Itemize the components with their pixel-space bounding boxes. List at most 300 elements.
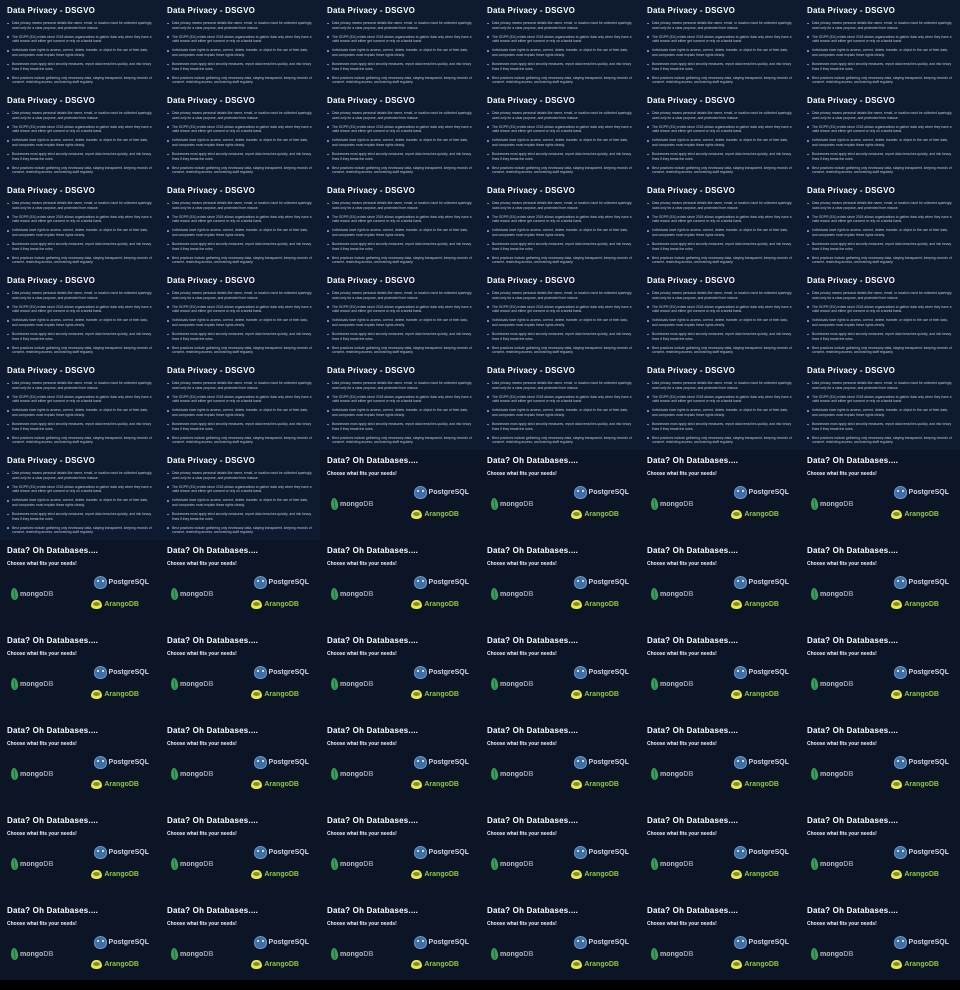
arangodb-logo[interactable] bbox=[731, 780, 779, 789]
bullet-item: Best practices include gathering only necessary data, staying transparent, keeping records of consent, restricting access, and training staff regularly. bbox=[7, 346, 153, 355]
postgresql-logo[interactable] bbox=[574, 756, 629, 769]
slide-card-databases[interactable] bbox=[640, 900, 800, 990]
postgresql-label: PostgreSQL bbox=[108, 759, 149, 766]
bullet-list bbox=[167, 471, 313, 535]
mongodb-logo[interactable] bbox=[651, 768, 693, 780]
mongodb-logo[interactable] bbox=[171, 768, 213, 780]
slide-card-databases[interactable] bbox=[160, 810, 320, 900]
arangodb-logo[interactable] bbox=[411, 870, 459, 879]
arangodb-logo[interactable] bbox=[251, 960, 299, 969]
slide-card-privacy[interactable] bbox=[160, 270, 320, 360]
leaf-icon bbox=[490, 498, 498, 511]
postgresql-logo[interactable] bbox=[94, 936, 149, 949]
bullet-item: Businesses must apply strict security measures, report data breaches quickly, and risk heavy fines if they break the rules. bbox=[807, 242, 953, 251]
postgresql-logo[interactable] bbox=[894, 756, 949, 769]
bullet-item: Businesses must apply strict security measures, report data breaches quickly, and risk heavy fines if they break the rules. bbox=[7, 152, 153, 161]
arangodb-logo[interactable] bbox=[891, 690, 939, 699]
mongodb-logo[interactable] bbox=[811, 678, 853, 690]
arangodb-logo[interactable] bbox=[571, 690, 619, 699]
slide-card-privacy[interactable] bbox=[640, 0, 800, 90]
postgresql-label: PostgreSQL bbox=[588, 669, 629, 676]
arangodb-logo[interactable] bbox=[411, 510, 459, 519]
postgresql-logo[interactable] bbox=[414, 756, 469, 769]
slide-title: Data Privacy - DSGVO bbox=[7, 186, 96, 195]
bullet-item: Businesses must apply strict security measures, report data breaches quickly, and risk heavy fines if they break the rules. bbox=[7, 242, 153, 251]
slide-card-databases[interactable] bbox=[160, 900, 320, 990]
slide-title: Data Privacy - DSGVO bbox=[167, 456, 256, 465]
arangodb-mark-icon bbox=[571, 780, 582, 789]
logo-group bbox=[327, 662, 473, 720]
elephant-icon bbox=[894, 846, 907, 859]
arangodb-label: ArangoDB bbox=[104, 781, 139, 788]
slide-subtitle: Choose what fits your needs! bbox=[7, 921, 77, 927]
mongodb-label-primary: mongo bbox=[660, 770, 684, 778]
arangodb-label: ArangoDB bbox=[744, 781, 779, 788]
bullet-item: Individuals have rights to access, correct, delete, transfer, or object to the use of their data, and companies must explain these rights clearly. bbox=[487, 318, 633, 327]
mongodb-logo[interactable] bbox=[491, 498, 533, 510]
slide-card-databases[interactable] bbox=[320, 540, 480, 630]
bullet-item: Data privacy means personal details like name, email, or location must be collected sparingly, used only for a clear purpose, and protected from misuse. bbox=[487, 201, 633, 210]
postgresql-logo[interactable] bbox=[414, 486, 469, 499]
arangodb-logo[interactable] bbox=[891, 510, 939, 519]
slide-card-privacy[interactable] bbox=[800, 360, 960, 450]
mongodb-logo[interactable] bbox=[11, 858, 53, 870]
postgresql-logo[interactable] bbox=[574, 666, 629, 679]
postgresql-logo[interactable] bbox=[574, 486, 629, 499]
arangodb-logo[interactable] bbox=[91, 600, 139, 609]
postgresql-logo[interactable] bbox=[734, 666, 789, 679]
slide-card-databases[interactable] bbox=[800, 630, 960, 720]
arangodb-mark-icon bbox=[91, 780, 102, 789]
arangodb-label: ArangoDB bbox=[744, 871, 779, 878]
slide-card-databases[interactable] bbox=[640, 720, 800, 810]
bullet-item: Individuals have rights to access, correct, delete, transfer, or object to the use of their data, and companies must explain these rights clearly. bbox=[647, 48, 793, 57]
postgresql-label: PostgreSQL bbox=[588, 849, 629, 856]
postgresql-logo[interactable] bbox=[414, 666, 469, 679]
bullet-item: Best practices include gathering only necessary data, staying transparent, keeping records of consent, restricting access, and training staff regularly. bbox=[7, 436, 153, 445]
arangodb-logo[interactable] bbox=[91, 870, 139, 879]
logo-group bbox=[327, 752, 473, 810]
arangodb-label: ArangoDB bbox=[584, 871, 619, 878]
arangodb-logo[interactable] bbox=[251, 600, 299, 609]
slide-card-databases[interactable] bbox=[160, 630, 320, 720]
bullet-item: Individuals have rights to access, correct, delete, transfer, or object to the use of their data, and companies must explain these rights clearly. bbox=[7, 498, 153, 507]
mongodb-label bbox=[660, 591, 693, 598]
mongodb-logo[interactable] bbox=[331, 498, 373, 510]
bullet-item: The GDPR (EU) exists since 2018 allows organizations to gather data only when they have a valid reason and either get consent or rely on a lawful basis. bbox=[807, 125, 953, 134]
arangodb-logo[interactable] bbox=[91, 690, 139, 699]
slide-card-privacy[interactable] bbox=[800, 270, 960, 360]
slide-card-databases[interactable] bbox=[320, 810, 480, 900]
postgresql-logo[interactable] bbox=[894, 666, 949, 679]
bullet-item: Individuals have rights to access, correct, delete, transfer, or object to the use of their data, and companies must explain these rights clearly. bbox=[327, 138, 473, 147]
mongodb-logo[interactable] bbox=[811, 948, 853, 960]
bullet-item: Individuals have rights to access, correct, delete, transfer, or object to the use of their data, and companies must explain these rights clearly. bbox=[807, 318, 953, 327]
mongodb-label-primary: mongo bbox=[340, 680, 364, 688]
slide-title: Data Privacy - DSGVO bbox=[487, 96, 576, 105]
slide-title: Data Privacy - DSGVO bbox=[327, 276, 416, 285]
slide-subtitle: Choose what fits your needs! bbox=[487, 831, 557, 837]
arangodb-logo[interactable] bbox=[731, 960, 779, 969]
leaf-icon bbox=[810, 588, 818, 601]
bullet-item: Data privacy means personal details like name, email, or location must be collected sparingly, used only for a clear purpose, and protected from misuse. bbox=[167, 381, 313, 390]
slide-card-privacy[interactable] bbox=[320, 180, 480, 270]
slide-card-privacy[interactable] bbox=[0, 180, 160, 270]
mongodb-label-primary: mongo bbox=[20, 590, 44, 598]
slide-card-databases[interactable] bbox=[800, 810, 960, 900]
bullet-item: Individuals have rights to access, correct, delete, transfer, or object to the use of their data, and companies must explain these rights clearly. bbox=[327, 228, 473, 237]
mongodb-label-primary: mongo bbox=[20, 770, 44, 778]
slide-card-databases[interactable] bbox=[0, 540, 160, 630]
postgresql-label: PostgreSQL bbox=[428, 669, 469, 676]
elephant-icon bbox=[414, 486, 427, 499]
mongodb-label-secondary: DB bbox=[43, 950, 54, 958]
mongodb-logo[interactable] bbox=[11, 948, 53, 960]
mongodb-logo[interactable] bbox=[491, 588, 533, 600]
arangodb-logo[interactable] bbox=[571, 510, 619, 519]
mongodb-logo[interactable] bbox=[331, 948, 373, 960]
bullet-item: Best practices include gathering only necessary data, staying transparent, keeping records of consent, restricting access, and training staff regularly. bbox=[487, 436, 633, 445]
bullet-item: Individuals have rights to access, correct, delete, transfer, or object to the use of their data, and companies must explain these rights clearly. bbox=[7, 228, 153, 237]
arangodb-logo[interactable] bbox=[731, 690, 779, 699]
postgresql-logo[interactable] bbox=[94, 756, 149, 769]
slide-subtitle: Choose what fits your needs! bbox=[327, 561, 397, 567]
mongodb-label-primary: mongo bbox=[340, 590, 364, 598]
postgresql-logo[interactable] bbox=[734, 486, 789, 499]
slide-card-databases[interactable] bbox=[0, 810, 160, 900]
leaf-icon bbox=[330, 498, 338, 511]
slide-card-databases[interactable] bbox=[640, 810, 800, 900]
slide-card-databases[interactable] bbox=[480, 900, 640, 990]
postgresql-logo[interactable] bbox=[894, 486, 949, 499]
postgresql-logo[interactable] bbox=[574, 846, 629, 859]
mongodb-label-secondary: DB bbox=[203, 590, 214, 598]
arangodb-logo[interactable] bbox=[571, 870, 619, 879]
mongodb-logo[interactable] bbox=[651, 498, 693, 510]
slide-subtitle: Choose what fits your needs! bbox=[167, 561, 237, 567]
bullet-item: Businesses must apply strict security measures, report data breaches quickly, and risk heavy fines if they break the rules. bbox=[7, 62, 153, 71]
slide-card-privacy[interactable] bbox=[320, 0, 480, 90]
elephant-icon bbox=[414, 576, 427, 589]
arangodb-logo[interactable] bbox=[891, 600, 939, 609]
bullet-list bbox=[647, 111, 793, 175]
slide-card-databases[interactable] bbox=[0, 630, 160, 720]
postgresql-logo[interactable] bbox=[94, 576, 149, 589]
slide-card-databases[interactable] bbox=[0, 900, 160, 990]
mongodb-label-secondary: DB bbox=[523, 770, 534, 778]
slide-title: Data Privacy - DSGVO bbox=[327, 186, 416, 195]
arangodb-logo[interactable] bbox=[891, 780, 939, 789]
bullet-list bbox=[7, 381, 153, 445]
postgresql-logo[interactable] bbox=[894, 936, 949, 949]
mongodb-logo[interactable] bbox=[171, 678, 213, 690]
postgresql-logo[interactable] bbox=[574, 576, 629, 589]
slide-title: Data? Oh Databases.... bbox=[647, 726, 739, 735]
slide-card-databases[interactable] bbox=[480, 630, 640, 720]
bullet-item: Data privacy means personal details like name, email, or location must be collected sparingly, used only for a clear purpose, and protected from misuse. bbox=[647, 111, 793, 120]
slide-card-privacy[interactable] bbox=[320, 360, 480, 450]
slide-card-privacy[interactable] bbox=[0, 360, 160, 450]
slide-card-databases[interactable] bbox=[800, 540, 960, 630]
mongodb-label-secondary: DB bbox=[363, 770, 374, 778]
slide-card-privacy[interactable] bbox=[0, 270, 160, 360]
mongodb-label-secondary: DB bbox=[203, 860, 214, 868]
arangodb-label: ArangoDB bbox=[264, 961, 299, 968]
mongodb-label-primary: mongo bbox=[500, 770, 524, 778]
arangodb-logo[interactable] bbox=[571, 600, 619, 609]
arangodb-label: ArangoDB bbox=[424, 781, 459, 788]
mongodb-logo[interactable] bbox=[331, 678, 373, 690]
bullet-item: Individuals have rights to access, correct, delete, transfer, or object to the use of their data, and companies must explain these rights clearly. bbox=[647, 228, 793, 237]
slide-title: Data Privacy - DSGVO bbox=[487, 6, 576, 15]
arangodb-logo[interactable] bbox=[91, 960, 139, 969]
bullet-item: Data privacy means personal details like name, email, or location must be collected sparingly, used only for a clear purpose, and protected from misuse. bbox=[807, 201, 953, 210]
postgresql-logo[interactable] bbox=[94, 846, 149, 859]
mongodb-logo[interactable] bbox=[11, 588, 53, 600]
slide-title: Data Privacy - DSGVO bbox=[647, 6, 736, 15]
mongodb-logo[interactable] bbox=[491, 678, 533, 690]
postgresql-logo[interactable] bbox=[94, 666, 149, 679]
postgresql-label: PostgreSQL bbox=[748, 849, 789, 856]
mongodb-logo[interactable] bbox=[651, 948, 693, 960]
postgresql-logo[interactable] bbox=[734, 756, 789, 769]
leaf-icon bbox=[10, 948, 18, 961]
mongodb-logo[interactable] bbox=[331, 768, 373, 780]
postgresql-logo[interactable] bbox=[414, 576, 469, 589]
slide-card-databases[interactable] bbox=[160, 720, 320, 810]
mongodb-label-primary: mongo bbox=[500, 500, 524, 508]
arangodb-logo[interactable] bbox=[571, 960, 619, 969]
elephant-icon bbox=[414, 846, 427, 859]
mongodb-label bbox=[340, 591, 373, 598]
slide-card-privacy[interactable] bbox=[800, 90, 960, 180]
arangodb-logo[interactable] bbox=[251, 780, 299, 789]
postgresql-logo[interactable] bbox=[254, 756, 309, 769]
slide-subtitle: Choose what fits your needs! bbox=[167, 921, 237, 927]
slide-subtitle: Choose what fits your needs! bbox=[7, 831, 77, 837]
slide-card-databases[interactable] bbox=[800, 720, 960, 810]
bullet-list bbox=[7, 21, 153, 85]
mongodb-label bbox=[180, 771, 213, 778]
bullet-item: Businesses must apply strict security measures, report data breaches quickly, and risk heavy fines if they break the rules. bbox=[167, 152, 313, 161]
slide-card-privacy[interactable] bbox=[640, 360, 800, 450]
slide-card-databases[interactable] bbox=[480, 810, 640, 900]
slide-subtitle: Choose what fits your needs! bbox=[647, 561, 717, 567]
mongodb-logo[interactable] bbox=[331, 858, 373, 870]
bullet-item: Individuals have rights to access, correct, delete, transfer, or object to the use of their data, and companies must explain these rights clearly. bbox=[807, 228, 953, 237]
mongodb-label-secondary: DB bbox=[683, 680, 694, 688]
bullet-item: The GDPR (EU) exists since 2018 allows organizations to gather data only when they have a valid reason and either get consent or rely on a lawful basis. bbox=[327, 125, 473, 134]
leaf-icon bbox=[650, 858, 658, 871]
bullet-list bbox=[487, 291, 633, 355]
arangodb-logo[interactable] bbox=[91, 780, 139, 789]
slide-card-privacy[interactable] bbox=[480, 0, 640, 90]
postgresql-logo[interactable] bbox=[254, 576, 309, 589]
bullet-item: Best practices include gathering only necessary data, staying transparent, keeping records of consent, restricting access, and training staff regularly. bbox=[647, 166, 793, 175]
postgresql-logo[interactable] bbox=[254, 846, 309, 859]
arangodb-mark-icon bbox=[571, 600, 582, 609]
leaf-icon bbox=[810, 858, 818, 871]
slide-card-databases[interactable] bbox=[320, 720, 480, 810]
mongodb-logo[interactable] bbox=[171, 948, 213, 960]
slide-card-privacy[interactable] bbox=[640, 90, 800, 180]
postgresql-logo[interactable] bbox=[894, 576, 949, 589]
slide-card-databases[interactable] bbox=[480, 450, 640, 540]
postgresql-logo[interactable] bbox=[734, 846, 789, 859]
slide-card-databases[interactable] bbox=[480, 720, 640, 810]
postgresql-logo[interactable] bbox=[254, 936, 309, 949]
slide-title: Data Privacy - DSGVO bbox=[167, 6, 256, 15]
leaf-icon bbox=[810, 678, 818, 691]
mongodb-logo[interactable] bbox=[651, 858, 693, 870]
slide-card-databases[interactable] bbox=[160, 540, 320, 630]
postgresql-logo[interactable] bbox=[414, 936, 469, 949]
arangodb-logo[interactable] bbox=[891, 960, 939, 969]
slide-card-privacy[interactable] bbox=[160, 450, 320, 540]
mongodb-logo[interactable] bbox=[811, 768, 853, 780]
arangodb-logo[interactable] bbox=[891, 870, 939, 879]
mongodb-label bbox=[820, 771, 853, 778]
arangodb-logo[interactable] bbox=[571, 780, 619, 789]
slide-card-privacy[interactable] bbox=[160, 90, 320, 180]
bullet-list bbox=[647, 291, 793, 355]
arangodb-logo[interactable] bbox=[411, 780, 459, 789]
elephant-icon bbox=[254, 756, 267, 769]
slide-card-privacy[interactable] bbox=[160, 360, 320, 450]
mongodb-logo[interactable] bbox=[11, 678, 53, 690]
slide-card-privacy[interactable] bbox=[160, 0, 320, 90]
postgresql-logo[interactable] bbox=[734, 576, 789, 589]
bullet-item: Businesses must apply strict security measures, report data breaches quickly, and risk heavy fines if they break the rules. bbox=[7, 512, 153, 521]
logo-group bbox=[167, 662, 313, 720]
mongodb-label bbox=[500, 771, 533, 778]
mongodb-label-secondary: DB bbox=[843, 500, 854, 508]
postgresql-logo[interactable] bbox=[734, 936, 789, 949]
mongodb-logo[interactable] bbox=[171, 858, 213, 870]
bullet-list bbox=[327, 21, 473, 85]
slide-card-privacy[interactable] bbox=[0, 90, 160, 180]
bullet-item: Individuals have rights to access, correct, delete, transfer, or object to the use of their data, and companies must explain these rights clearly. bbox=[647, 408, 793, 417]
elephant-icon bbox=[734, 846, 747, 859]
slide-card-privacy[interactable] bbox=[480, 90, 640, 180]
bullet-item: The GDPR (EU) exists since 2018 allows organizations to gather data only when they have a valid reason and either get consent or rely on a lawful basis. bbox=[647, 125, 793, 134]
arangodb-logo[interactable] bbox=[411, 690, 459, 699]
mongodb-label-primary: mongo bbox=[20, 950, 44, 958]
postgresql-logo[interactable] bbox=[574, 936, 629, 949]
mongodb-label bbox=[500, 861, 533, 868]
bullet-item: Data privacy means personal details like name, email, or location must be collected sparingly, used only for a clear purpose, and protected from misuse. bbox=[167, 201, 313, 210]
slide-card-privacy[interactable] bbox=[320, 270, 480, 360]
mongodb-logo[interactable] bbox=[811, 588, 853, 600]
arangodb-mark-icon bbox=[891, 960, 902, 969]
slide-title: Data? Oh Databases.... bbox=[7, 906, 99, 915]
slide-card-privacy[interactable] bbox=[800, 180, 960, 270]
slide-title: Data Privacy - DSGVO bbox=[7, 366, 96, 375]
arangodb-logo[interactable] bbox=[731, 600, 779, 609]
slide-card-privacy[interactable] bbox=[320, 90, 480, 180]
logo-group bbox=[807, 842, 953, 900]
slide-card-databases[interactable] bbox=[320, 900, 480, 990]
slide-card-databases[interactable] bbox=[320, 630, 480, 720]
slide-card-databases[interactable] bbox=[320, 450, 480, 540]
slide-card-privacy[interactable] bbox=[160, 180, 320, 270]
arangodb-label: ArangoDB bbox=[904, 601, 939, 608]
slide-card-privacy[interactable] bbox=[480, 180, 640, 270]
slide-title: Data Privacy - DSGVO bbox=[487, 366, 576, 375]
slide-card-databases[interactable] bbox=[640, 630, 800, 720]
slide-card-privacy[interactable] bbox=[0, 0, 160, 90]
slide-card-privacy[interactable] bbox=[800, 0, 960, 90]
arangodb-logo[interactable] bbox=[251, 870, 299, 879]
mongodb-logo[interactable] bbox=[491, 768, 533, 780]
slide-subtitle: Choose what fits your needs! bbox=[167, 651, 237, 657]
postgresql-logo[interactable] bbox=[894, 846, 949, 859]
slide-title: Data Privacy - DSGVO bbox=[647, 276, 736, 285]
slide-card-privacy[interactable] bbox=[640, 180, 800, 270]
postgresql-logo[interactable] bbox=[414, 846, 469, 859]
leaf-icon bbox=[10, 858, 18, 871]
slide-card-databases[interactable] bbox=[640, 540, 800, 630]
bullet-item: The GDPR (EU) exists since 2018 allows organizations to gather data only when they have a valid reason and either get consent or rely on a lawful basis. bbox=[167, 395, 313, 404]
slide-card-databases[interactable] bbox=[640, 450, 800, 540]
slide-card-privacy[interactable] bbox=[640, 270, 800, 360]
slide-card-databases[interactable] bbox=[800, 900, 960, 990]
mongodb-logo[interactable] bbox=[11, 768, 53, 780]
mongodb-logo[interactable] bbox=[171, 588, 213, 600]
slide-subtitle: Choose what fits your needs! bbox=[487, 741, 557, 747]
slide-card-privacy[interactable] bbox=[0, 450, 160, 540]
mongodb-label-secondary: DB bbox=[683, 770, 694, 778]
slide-card-databases[interactable] bbox=[480, 540, 640, 630]
slide-title: Data Privacy - DSGVO bbox=[327, 6, 416, 15]
mongodb-logo[interactable] bbox=[331, 588, 373, 600]
bullet-item: The GDPR (EU) exists since 2018 allows organizations to gather data only when they have a valid reason and either get consent or rely on a lawful basis. bbox=[7, 395, 153, 404]
mongodb-label bbox=[180, 591, 213, 598]
slide-subtitle: Choose what fits your needs! bbox=[647, 741, 717, 747]
slide-subtitle: Choose what fits your needs! bbox=[7, 651, 77, 657]
logo-group bbox=[167, 842, 313, 900]
arangodb-mark-icon bbox=[411, 600, 422, 609]
slide-card-databases[interactable] bbox=[800, 450, 960, 540]
bullet-item: The GDPR (EU) exists since 2018 allows organizations to gather data only when they have a valid reason and either get consent or rely on a lawful basis. bbox=[167, 485, 313, 494]
arangodb-logo[interactable] bbox=[731, 510, 779, 519]
mongodb-label bbox=[20, 951, 53, 958]
mongodb-logo[interactable] bbox=[491, 948, 533, 960]
mongodb-logo[interactable] bbox=[811, 498, 853, 510]
leaf-icon bbox=[810, 498, 818, 511]
bullet-item: Businesses must apply strict security measures, report data breaches quickly, and risk heavy fines if they break the rules. bbox=[167, 242, 313, 251]
postgresql-logo[interactable] bbox=[254, 666, 309, 679]
bullet-item: Data privacy means personal details like name, email, or location must be collected sparingly, used only for a clear purpose, and protected from misuse. bbox=[647, 21, 793, 30]
mongodb-logo[interactable] bbox=[811, 858, 853, 870]
mongodb-logo[interactable] bbox=[651, 588, 693, 600]
bullet-item: Best practices include gathering only necessary data, staying transparent, keeping records of consent, restricting access, and training staff regularly. bbox=[327, 346, 473, 355]
bullet-item: Best practices include gathering only necessary data, staying transparent, keeping records of consent, restricting access, and training staff regularly. bbox=[647, 436, 793, 445]
mongodb-logo[interactable] bbox=[651, 678, 693, 690]
slide-card-privacy[interactable] bbox=[480, 270, 640, 360]
arangodb-logo[interactable] bbox=[411, 960, 459, 969]
arangodb-label: ArangoDB bbox=[744, 601, 779, 608]
arangodb-logo[interactable] bbox=[251, 690, 299, 699]
bullet-item: Data privacy means personal details like name, email, or location must be collected sparingly, used only for a clear purpose, and protected from misuse. bbox=[167, 291, 313, 300]
bullet-item: Best practices include gathering only necessary data, staying transparent, keeping records of consent, restricting access, and training staff regularly. bbox=[487, 76, 633, 85]
arangodb-logo[interactable] bbox=[731, 870, 779, 879]
arangodb-logo[interactable] bbox=[411, 600, 459, 609]
slide-card-databases[interactable] bbox=[0, 720, 160, 810]
mongodb-logo[interactable] bbox=[491, 858, 533, 870]
elephant-icon bbox=[254, 936, 267, 949]
slide-card-privacy[interactable] bbox=[480, 360, 640, 450]
